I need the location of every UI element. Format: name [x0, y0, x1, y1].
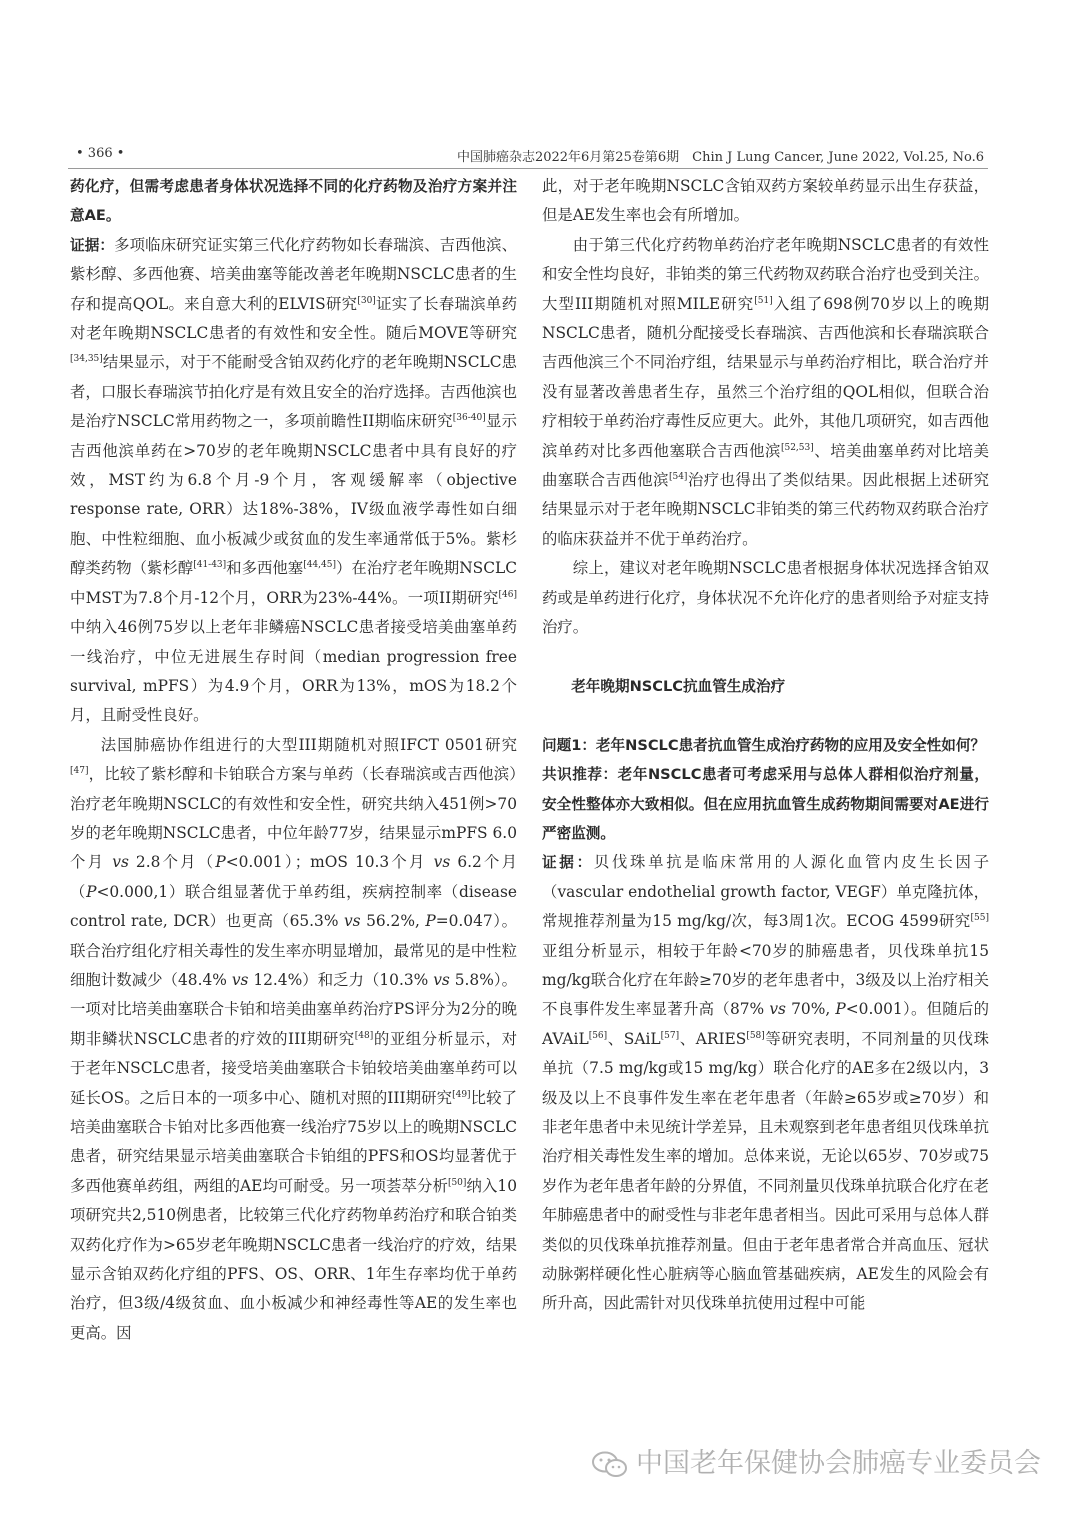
citation: [44,45]	[303, 560, 336, 571]
evidence-paragraph	[542, 848, 989, 1319]
text-run: 6.2个月（	[70, 853, 517, 901]
citation: [48]	[354, 1030, 374, 1041]
citation: [46]	[498, 589, 517, 600]
consensus-recommendation: 共识推荐：老年NSCLC患者可考虑采用与总体人群相似治疗剂量，安全性整体亦大致相似。但在应用抗血管生成药物期间需要对AE进行严密监测。	[542, 766, 989, 842]
text-run: <0.001）；mOS 10.3个月	[225, 853, 434, 872]
body-paragraph	[70, 731, 517, 1349]
section-title: 老年晚期NSCLC抗血管生成治疗	[571, 677, 786, 695]
text-run: 12.4%）和乏力（10.3%	[248, 970, 434, 989]
text-run: <0.001）。但随后的AVAiL	[542, 1000, 989, 1048]
watermark-text: 中国老年保健协会肺癌专业委员会	[636, 1448, 1041, 1479]
recommendation-heading: 药化疗，但需考虑患者身体状况选择不同的化疗药物及治疗方案并注意AE。	[70, 178, 517, 225]
text-run: 等研究表明，不同剂量的贝伐珠单抗（7.5 mg/kg或15 mg/kg）联合化疗的AE多在2级以内，3级及以上不良事件发生率在老年患者（年龄≥65岁或≥70岁）和非老年患者中未见统计学差异，且未观察到老年患者组贝伐珠单抗治疗相关毒性发生率的增加。总体来说，无论以65岁、70岁或75岁作为老年患者年龄的分界值，不同剂量贝伐珠单抗联合化疗在老年肺癌患者中的耐受性与非老年患者相当。因此可采用与总体人群类似的贝伐珠单抗推荐剂量。但由于老年患者常合并高血压、冠状动脉粥样硬化性心脏病等心脑血管基础疾病，AE发生的风险会有所升高，因此需针对贝伐珠单抗使用过程中可能	[542, 1029, 989, 1313]
citation: [34,35]	[70, 354, 103, 365]
citation: [54]	[668, 472, 688, 483]
text-run: 由于第三代化疗药物单药治疗老年晚期NSCLC患者的有效性和安全性均良好，非铂类的第三代药物双药联合治疗也受到关注。大型III期随机对照MILE研究	[542, 235, 989, 313]
text-run: ）在治疗老年晚期NSCLC中MST为7.8个月-12个月，ORR为23%-44%。一项II期研究	[70, 559, 517, 607]
text-run: 治疗也得出了类似结果。因此根据上述研究结果显示对于老年晚期NSCLC非铂类的第三代药物双药联合治疗的临床获益并不优于单药治疗。	[542, 471, 989, 548]
text-run: 比较了培美曲塞联合卡铂对比多西他赛一线治疗75岁以上的晚期NSCLC患者，研究结果显示培美曲塞联合卡铂组的PFS和OS均显著优于多西他赛单药组，两组的AE均可耐受。另一项荟萃分析	[70, 1088, 517, 1195]
text-run: 、培美曲塞单药对比培美曲塞联合吉西他滨	[542, 441, 989, 490]
citation: [55]	[970, 913, 989, 924]
citation: [49]	[452, 1089, 471, 1100]
text-run: 5.8%）。一项对比培美曲塞联合卡铂和培美曲塞单药治疗PS评分为2分的晚期非鳞状NSCLC患者的疗效的III期研究	[70, 970, 517, 1048]
right-column	[542, 172, 989, 1319]
text-run: ，比较了紫杉醇和卡铂联合方案与单药（长春瑞滨或吉西他滨）治疗老年晚期NSCLC的有效性和安全性，研究共纳入451例>70岁的老年晚期NSCLC患者，中位年龄77岁，结果显示mPFS 6.0个月	[70, 765, 517, 872]
citation: [36-40]	[452, 413, 486, 424]
evidence-label: 证据：	[70, 236, 115, 254]
text-run: 、ARIES	[679, 1029, 747, 1048]
vs-italic: vs	[433, 853, 451, 872]
p-value-italic: P	[86, 882, 97, 901]
vs-italic: vs	[343, 912, 361, 931]
text-run: 70%,	[785, 1000, 836, 1019]
question-heading: 问题1：老年NSCLC患者抗血管生成治疗药物的应用及安全性如何？	[542, 736, 986, 754]
vs-italic: vs	[112, 853, 129, 872]
text-run: 结果显示，对于不能耐受含铂双药化疗的老年晚期NSCLC患者，口服长春瑞滨节拍化疗是有效且安全的治疗选择。吉西他滨也是治疗NSCLC常用药物之一，多项前瞻性II期临床研究	[70, 353, 517, 431]
text-run: <0.000,1）联合组显著优于单药组，疾病控制率（disease control rate, DCR）也更高（65.3%	[70, 882, 517, 931]
text-run: 56.2%,	[360, 912, 426, 931]
citation: [50]	[447, 1177, 467, 1188]
p-value-italic: P	[835, 1000, 846, 1019]
text-run: 多项临床研究证实第三代化疗药物如长春瑞滨、吉西他滨、紫杉醇、多西他赛、培美曲塞等能改善老年晚期NSCLC患者的生存和提高QOL。来自意大利的ELVIS研究	[70, 235, 517, 313]
citation: [58]	[746, 1030, 765, 1041]
text-run: 的亚组分析显示，对于老年NSCLC患者，接受培美曲塞联合卡铂较培美曲塞单药可以延长OS。之后日本的一项多中心、随机对照的III期研究	[70, 1029, 517, 1107]
running-header	[68, 146, 988, 169]
p-value-italic: P	[425, 912, 436, 931]
page-number: • 366 •	[76, 146, 125, 161]
citation: [52,53]	[780, 442, 814, 453]
text-run: 和多西他塞	[226, 559, 304, 578]
body-paragraph: 此，对于老年晚期NSCLC含铂双药方案较单药显示出生存获益，但是AE发生率也会有所增加。	[542, 177, 989, 225]
wechat-watermark	[590, 1442, 1060, 1486]
vs-italic: vs	[769, 1000, 786, 1019]
text-run: 、SAiL	[607, 1029, 661, 1048]
text-run: 入组了698例70岁以上的晚期NSCLC患者，随机分配接受长春瑞滨、吉西他滨和长春瑞滨联合吉西他滨三个不同治疗组，结果显示与单药治疗相比，联合治疗并没有显著改善患者生存，虽然三个治疗组的QOL相似，但联合治疗相较于单药治疗毒性反应更大。此外，其他几项研究，如吉西他滨单药对比多西他塞联合吉西他滨	[542, 294, 989, 460]
text-run: =0.047）。联合治疗组化疗相关毒性的发生率亦明显增加，最常见的是中性粒细胞计数减少（48.4%	[70, 912, 517, 989]
p-value-italic: P	[215, 853, 226, 872]
text-run: 证实了长春瑞滨单药对老年晚期NSCLC患者的有效性和安全性。随后MOVE等研究	[70, 294, 517, 343]
citation: [41-43]	[193, 560, 227, 571]
evidence-label: 证据：	[542, 854, 594, 872]
text-run: 贝伐珠单抗是临床常用的人源化血管内皮生长因子（vascular endothelial growth factor, VEGF）单克隆抗体，常规推荐剂量为15 mg/kg/次，每3周1次。ECOG 4599研究	[542, 853, 989, 931]
spacer	[542, 701, 989, 730]
citation: [51]	[754, 295, 773, 306]
citation: [47]	[70, 766, 89, 777]
text-run: 显示吉西他滨单药在>70岁的老年晚期NSCLC患者中具有良好的疗效，MST约为6.8个月-9个月，客观缓解率（objective response rate, ORR）达18%-38%，IV级血液学毒性如白细胞、中性粒细胞、血小板减少或贫血的发生率通常低于5%。紫杉醇类药物（紫杉醇	[70, 412, 517, 578]
body-paragraph	[542, 231, 989, 554]
journal-citation: 中国肺癌杂志2022年6月第25卷第6期 Chin J Lung Cancer, June 2022, Vol.25, No.6	[456, 150, 984, 165]
vs-italic: vs	[433, 970, 450, 989]
spacer	[542, 643, 989, 672]
text-run: 中纳入46例75岁以上老年非鳞癌NSCLC患者接受培美曲塞单药一线治疗，中位无进展生存时间（median progression free survival, mPFS）为4.9个月，ORR为13%，mOS为18.2个月，且耐受性良好。	[70, 618, 517, 725]
vs-italic: vs	[231, 970, 249, 989]
left-column	[70, 172, 517, 1348]
text-run: 亚组分析显示，相较于年龄<70岁的肺癌患者，贝伐珠单抗15 mg/kg联合化疗在年龄≥70岁的老年患者中，3级及以上治疗相关不良事件发生率显著升高（87%	[542, 941, 989, 1019]
text-run: 法国肺癌协作组进行的大型III期随机对照IFCT 0501研究	[100, 735, 517, 754]
citation: [57]	[660, 1030, 680, 1041]
body-paragraph: 综上，建议对老年晚期NSCLC患者根据身体状况选择含铂双药或是单药进行化疗，身体状况不允许化疗的患者则给予对症支持治疗。	[542, 559, 989, 637]
citation: [56]	[588, 1030, 608, 1041]
wechat-icon	[590, 1450, 630, 1480]
citation: [30]	[357, 295, 376, 306]
text-run: 2.8个月（	[128, 853, 216, 872]
text-run: 纳入10项研究共2,510例患者，比较第三代化疗药物单药治疗和联合铂类双药化疗作为>65岁老年晚期NSCLC患者一线治疗的疗效，结果显示含铂双药化疗组的PFS、OS、ORR、1年生存率均优于单药治疗，但3级/4级贫血、血小板减少和神经毒性等AE的发生率也更高。因	[70, 1176, 517, 1342]
evidence-paragraph	[70, 231, 517, 731]
